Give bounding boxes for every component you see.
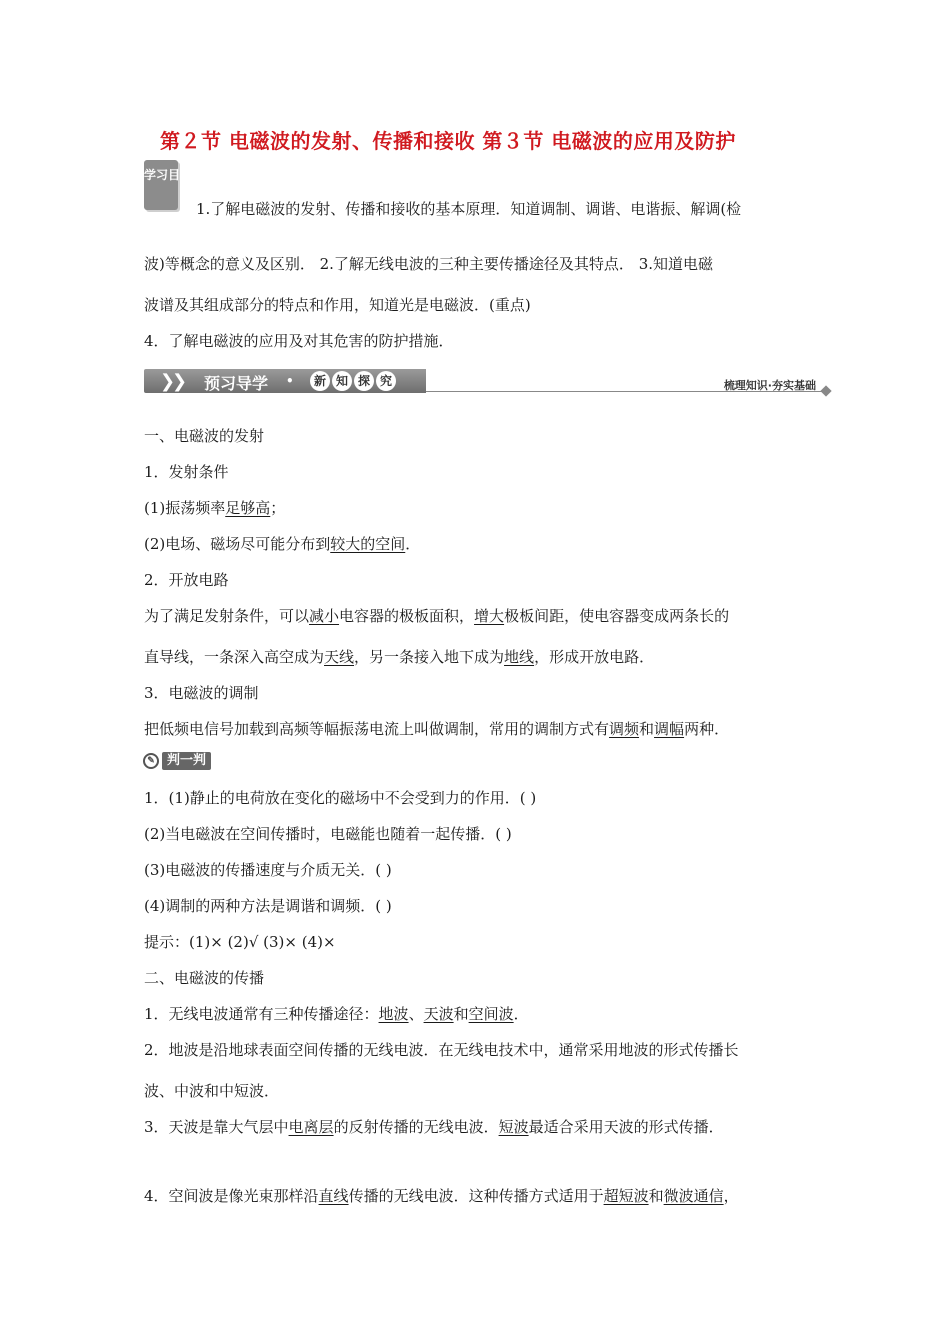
section2-heading: 二、电磁波的传播 [144, 969, 265, 987]
goals-line-1: 1.了解电磁波的发射、传播和接收的基本原理．知道调制、调谐、电谐振、解调(检 [196, 200, 742, 218]
leaf-icon: ✎ [143, 753, 159, 769]
judge-badge [143, 751, 211, 771]
modulation-line: 把低频电信号加载到高频等幅振荡电流上叫做调制，常用的调制方式有调频和调幅两种． [144, 720, 730, 738]
propagation-line-4: 4．空间波是像光束那样沿直线传播的无线电波．这种传播方式适用于超短波和微波通信， [144, 1187, 739, 1205]
judge-question-4: (4)调制的两种方法是调谐和调频．( ) [144, 897, 392, 915]
chevron-right-icon: ❯ [160, 371, 176, 392]
open-circuit-line-1: 为了满足发射条件，可以减小电容器的极板面积，增大极板间距，使电容器变成两条长的 [144, 607, 730, 625]
banner-subtitle: 梳理知识·夯实基础 [723, 379, 816, 392]
condition-1: (1)振荡频率足够高； [144, 499, 286, 517]
judge-question-1: 1．(1)静止的电荷放在变化的磁场中不会受到力的作用．( ) [144, 789, 537, 807]
section-banner [144, 369, 834, 395]
goals-line-3: 波谱及其组成部分的特点和作用，知道光是电磁波．(重点) [144, 296, 531, 314]
judge-question-2: (2)当电磁波在空间传播时，电磁能也随着一起传播．( ) [144, 825, 512, 843]
propagation-line-3: 3．天波是靠大气层中电离层的反射传播的无线电波．短波最适合采用天波的形式传播． [144, 1118, 724, 1136]
banner-pill: 究 [376, 371, 396, 391]
propagation-line-2: 2．地波是沿地球表面空间传播的无线电波．在无线电技术中，通常采用地波的形式传播长 [144, 1041, 739, 1059]
section1-sub-3: 3．电磁波的调制 [144, 684, 259, 702]
goals-badge: 学习目标 [144, 160, 178, 210]
section1-sub-2: 2．开放电路 [144, 571, 229, 589]
page-title: 第２节 电磁波的发射、传播和接收 第３节 电磁波的应用及防护 [160, 129, 736, 153]
banner-pill: 知 [332, 371, 352, 391]
banner-pills [310, 371, 396, 391]
banner-title: 预习导学 [204, 374, 269, 393]
propagation-line-2b: 波、中波和中短波． [144, 1082, 280, 1100]
goals-line-4: 4．了解电磁波的应用及对其危害的防护措施． [144, 332, 454, 350]
open-circuit-line-2: 直导线，一条深入高空成为天线，另一条接入地下成为地线，形成开放电路． [144, 648, 655, 666]
section1-sub-1: 1．发射条件 [144, 463, 229, 481]
propagation-line-1: 1．无线电波通常有三种传播途径：地波、天波和空间波． [144, 1005, 529, 1023]
section1-heading: 一、电磁波的发射 [144, 427, 265, 445]
chevron-right-icon: ❯ [172, 371, 188, 392]
dot-separator-icon: • [286, 374, 294, 388]
judge-question-3: (3)电磁波的传播速度与介质无关．( ) [144, 861, 392, 879]
judge-label: 判一判 [162, 752, 211, 770]
judge-hint: 提示：(1)× (2)√ (3)× (4)× [144, 933, 336, 951]
banner-pill: 新 [310, 371, 330, 391]
condition-2: (2)电场、磁场尽可能分布到较大的空间． [144, 535, 421, 553]
diamond-icon [820, 385, 831, 396]
goals-line-2: 波)等概念的意义及区别． 2.了解无线电波的三种主要传播途径及其特点． 3.知道电磁 [144, 255, 714, 273]
banner-pill: 探 [354, 371, 374, 391]
